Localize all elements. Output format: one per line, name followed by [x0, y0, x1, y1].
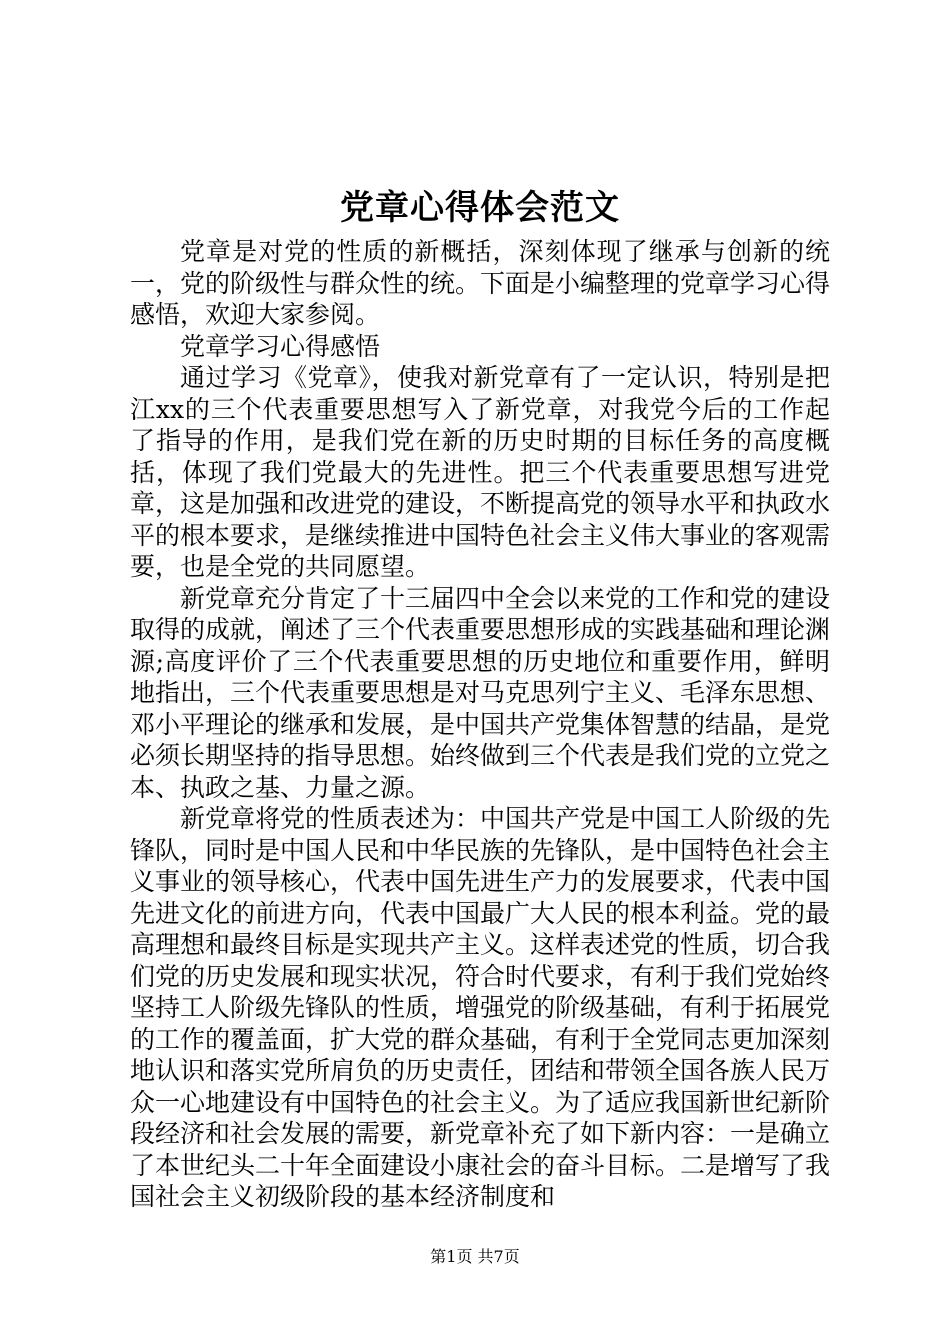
body-paragraph: 通过学习《党章》，使我对新党章有了一定认识，特别是把江xx的三个代表重要思想写入了新党章，对我党今后的工作起了指导的作用，是我们党在新的历史时期的目标任务的高度概括，体现了我们党最大的先进性。把三个代表重要思想写进党章，这是加强和改进党的建设，不断提高党的领导水平和执政水平的根本要求，是继续推进中国特色社会主义伟大事业的客观需要，也是全党的共同愿望。 [130, 363, 831, 581]
body-paragraph: 新党章充分肯定了十三届四中全会以来党的工作和党的建设取得的成就，阐述了三个代表重要思想形成的实践基础和理论渊源;高度评价了三个代表重要思想的历史地位和重要作用，鲜明地指出，三个代表重要思想是对马克思列宁主义、毛泽东思想、邓小平理论的继承和发展，是中国共产党集体智慧的结晶，是党必须长期坚持的指导思想。始终做到三个代表是我们党的立党之本、执政之基、力量之源。 [130, 583, 831, 802]
page-number-footer: 第1页 共7页 [430, 1247, 520, 1266]
document-title: 党章心得体会范文 [340, 188, 620, 228]
document-page [130, 182, 830, 1213]
section-heading: 党章学习心得感悟 [180, 331, 381, 361]
body-paragraph: 新党章将党的性质表述为：中国共产党是中国工人阶级的先锋队，同时是中国人民和中华民族的先锋队，是中国特色社会主义事业的领导核心，代表中国先进生产力的发展要求，代表中国先进文化的前进方向，代表中国最广大人民的根本利益。党的最高理想和最终目标是实现共产主义。这样表述党的性质，切合我们党的历史发展和现实状况，符合时代要求，有利于我们党始终坚持工人阶级先锋队的性质，增强党的阶级基础，有利于拓展党的工作的覆盖面，扩大党的群众基础，有利于全党同志更加深刻地认识和落实党所肩负的历史责任，团结和带领全国各族人民万众一心地建设有中国特色的社会主义。为了适应我国新世纪新阶段经济和社会发展的需要，新党章补充了如下新内容：一是确立了本世纪头二十年全面建设小康社会的奋斗目标。二是增写了我国社会主义初级阶段的基本经济制度和 [130, 804, 831, 1211]
intro-paragraph: 党章是对党的性质的新概括，深刻体现了继承与创新的统一，党的阶级性与群众性的统。下面是小编整理的党章学习心得感悟，欢迎大家参阅。 [130, 237, 831, 329]
